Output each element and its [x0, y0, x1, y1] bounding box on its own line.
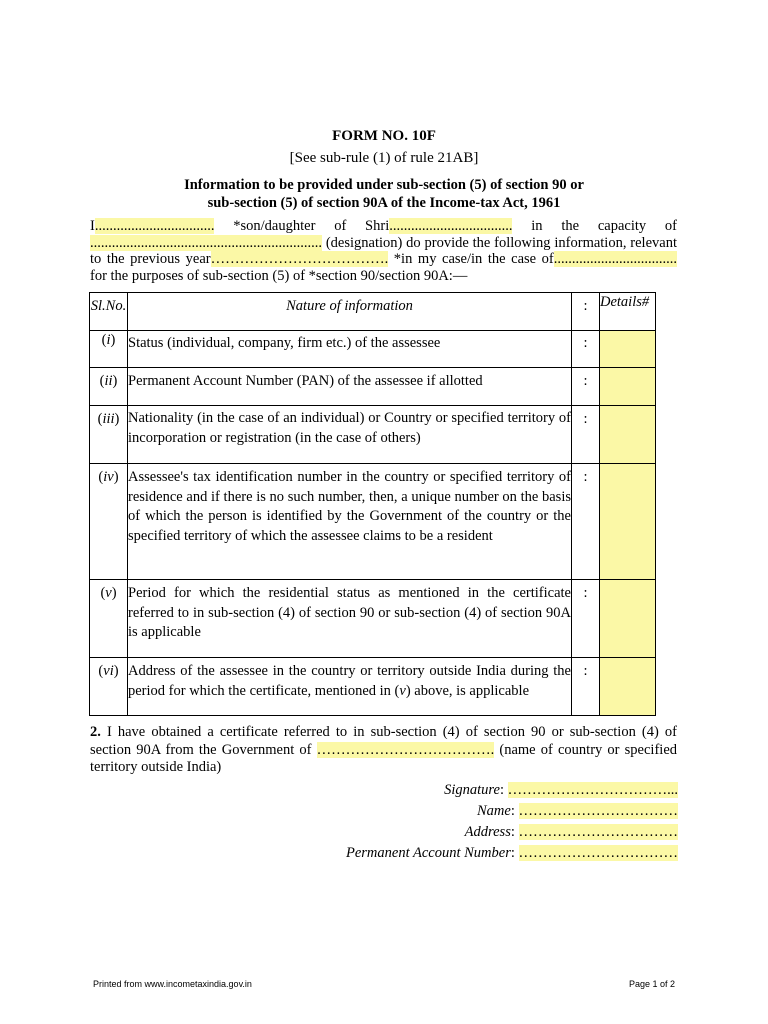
row-colon: :	[572, 406, 600, 464]
information-table	[89, 292, 656, 716]
row-text: Assessee's tax identification number in the country or specified territory of residence and if there is no such number, then, a unique number on the basis of which the person is identified by the Government of the country or the specified territory of which the assessee claims to be a resident	[128, 464, 572, 580]
row-text: Nationality (in the case of an individual) or Country or specified territory of incorporation or registration (in the case of others)	[128, 406, 572, 464]
para2-text-1: I have obtained a certificate referred to in sub-section (4) of section 90 or sub-section (4) of section 90A from the Government of	[90, 724, 677, 758]
pan-label: Permanent Account Number	[346, 845, 511, 861]
row-text: Address of the assessee in the country or territory outside India during the period for which the certificate, mentioned in (v) above, is applicable	[128, 658, 572, 716]
signer-name-field[interactable]: ……………………………	[518, 803, 678, 819]
name-field[interactable]: .................................	[94, 218, 215, 234]
certificate-paragraph	[90, 724, 677, 777]
row-colon: :	[572, 368, 600, 406]
nature-header: Nature of information	[128, 293, 572, 331]
details-cell-tin[interactable]	[600, 464, 656, 580]
country-field[interactable]: ……………………………….	[316, 741, 495, 758]
table-row	[90, 368, 656, 406]
info-heading-line2: sub-section (5) of section 90A of the Income-tax Act, 1961	[207, 195, 561, 211]
row-colon: :	[572, 580, 600, 658]
row-number: (ii)	[90, 368, 128, 406]
table-row	[90, 406, 656, 464]
row-text: Status (individual, company, firm etc.) of the assessee	[128, 331, 572, 368]
address-row: Address: ……………………………	[464, 824, 678, 840]
intro-text-6: for the purposes of sub-section (5) of *section 90/section 90A:—	[90, 267, 468, 284]
details-cell-pan[interactable]	[600, 368, 656, 406]
table-row	[90, 658, 656, 716]
colon-header: :	[572, 293, 600, 331]
pan-row: Permanent Account Number: ……………………………	[346, 845, 678, 861]
signature-label: Signature	[444, 782, 500, 798]
row-number: (i)	[90, 331, 128, 368]
father-name-field[interactable]: ..................................	[389, 218, 513, 234]
table-row	[90, 331, 656, 368]
signature-field[interactable]: ……………………………...	[507, 782, 678, 798]
details-cell-period[interactable]	[600, 580, 656, 658]
intro-text-3: in the capacity of	[512, 218, 677, 234]
table-header-row	[90, 293, 656, 331]
table-row	[90, 580, 656, 658]
rule-reference: [See sub-rule (1) of rule 21AB]	[289, 150, 479, 166]
row-colon: :	[572, 464, 600, 580]
details-header: Details#	[600, 293, 656, 331]
intro-text-5: *in my case/in the case of	[388, 251, 554, 267]
case-of-field[interactable]: ..................................	[553, 251, 677, 267]
row-number: (iv)	[90, 464, 128, 580]
slno-header: Sl.No.	[90, 293, 128, 331]
row-colon: :	[572, 658, 600, 716]
intro-text-1: I	[90, 218, 95, 234]
intro-text-4: (designation) do provide the following information, relevant to the previous year	[90, 234, 677, 267]
row-text: Period for which the residential status as mentioned in the certificate referred to in sub-section (4) of section 90 or sub-section (4) of section 90A is applicable	[128, 580, 572, 658]
name-label: Name	[477, 803, 511, 819]
row-colon: :	[572, 331, 600, 368]
footer-source: Printed from www.incometaxindia.gov.in	[93, 979, 252, 989]
designation-field[interactable]: ................................................................	[90, 234, 322, 251]
info-heading	[0, 176, 768, 212]
footer-page-number: Page 1 of 2	[628, 979, 675, 989]
row-number: (iii)	[90, 406, 128, 464]
row-text: Permanent Account Number (PAN) of the assessee if allotted	[128, 368, 572, 406]
paragraph-number: 2.	[90, 724, 101, 740]
details-cell-address[interactable]	[600, 658, 656, 716]
form-title: FORM NO. 10F	[332, 128, 436, 144]
para2-text-2: (name of country or specified territory outside India)	[90, 741, 678, 775]
details-cell-status[interactable]	[600, 331, 656, 368]
table-row	[90, 464, 656, 580]
pan-field[interactable]: ……………………………	[518, 845, 678, 861]
row-number: (v)	[90, 580, 128, 658]
previous-year-field[interactable]: ……………………………….	[210, 251, 389, 267]
info-heading-line1: Information to be provided under sub-section (5) of section 90 or	[184, 177, 584, 193]
address-label: Address	[464, 824, 511, 840]
signature-row: Signature: ……………………………...	[444, 782, 678, 798]
row-number: (vi)	[90, 658, 128, 716]
intro-paragraph	[90, 218, 677, 284]
name-row: Name: ……………………………	[477, 803, 678, 819]
intro-text-2: *son/daughter of Shri	[214, 218, 390, 234]
address-field[interactable]: ……………………………	[518, 824, 678, 840]
details-cell-nationality[interactable]	[600, 406, 656, 464]
